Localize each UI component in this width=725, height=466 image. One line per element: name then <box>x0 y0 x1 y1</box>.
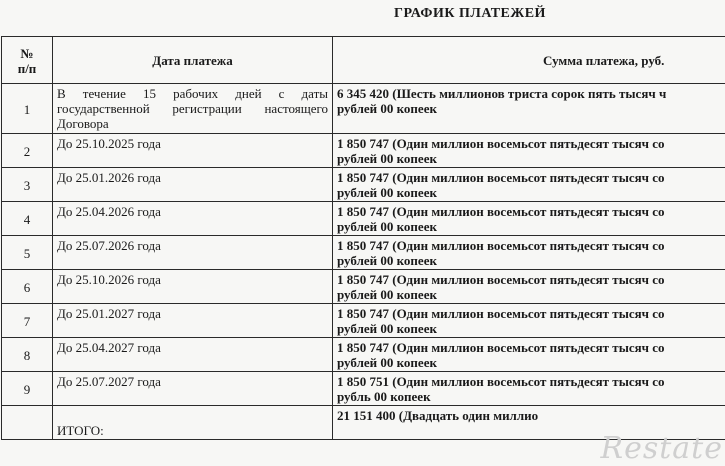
row-amount: 1 850 747 (Один миллион восемьсот пятьдесят тысяч со рублей 00 копеек <box>333 202 725 236</box>
table-row <box>2 168 725 202</box>
row-date: До 25.10.2025 года <box>53 134 333 168</box>
row-amount: 1 850 747 (Один миллион восемьсот пятьдесят тысяч со рублей 00 копеек <box>333 168 725 202</box>
header-sum: Сумма платежа, руб. <box>333 37 725 84</box>
table-row <box>2 84 725 134</box>
row-amount: 1 850 747 (Один миллион восемьсот пятьдесят тысяч со рублей 00 копеек <box>333 270 725 304</box>
row-amount: 1 850 747 (Один миллион восемьсот пятьдесят тысяч со рублей 00 копеек <box>333 338 725 372</box>
row-amount: 1 850 747 (Один миллион восемьсот пятьдесят тысяч со рублей 00 копеек <box>333 304 725 338</box>
row-number: 4 <box>2 202 53 236</box>
total-number-cell <box>2 406 53 440</box>
row-date: До 25.01.2027 года <box>53 304 333 338</box>
row-date: До 25.04.2026 года <box>53 202 333 236</box>
total-amount: 21 151 400 (Двадцать один миллио <box>333 406 725 440</box>
table-row <box>2 202 725 236</box>
watermark-logo: Restate <box>601 431 724 466</box>
row-number: 7 <box>2 304 53 338</box>
table-row <box>2 270 725 304</box>
row-number: 6 <box>2 270 53 304</box>
row-number: 8 <box>2 338 53 372</box>
row-number: 3 <box>2 168 53 202</box>
document-title: ГРАФИК ПЛАТЕЖЕЙ <box>0 6 725 22</box>
row-date: До 25.10.2026 года <box>53 270 333 304</box>
row-date: До 25.07.2026 года <box>53 236 333 270</box>
header-date: Дата платежа <box>53 37 333 84</box>
total-label: ИТОГО: <box>53 406 333 440</box>
table-row <box>2 338 725 372</box>
row-amount: 1 850 747 (Один миллион восемьсот пятьдесят тысяч со рублей 00 копеек <box>333 236 725 270</box>
row-number: 2 <box>2 134 53 168</box>
row-date: До 25.07.2027 года <box>53 372 333 406</box>
row-number: 1 <box>2 84 53 134</box>
row-date: До 25.04.2027 года <box>53 338 333 372</box>
table-row <box>2 372 725 406</box>
table-row <box>2 134 725 168</box>
row-amount: 1 850 751 (Один миллион восемьсот пятьдесят тысяч со рубль 00 копеек <box>333 372 725 406</box>
payment-schedule-table <box>1 36 725 440</box>
row-date: В течение 15 рабочих дней с даты государственной регистрации настоящего Договора <box>53 84 333 134</box>
row-amount: 1 850 747 (Один миллион восемьсот пятьдесят тысяч со рублей 00 копеек <box>333 134 725 168</box>
row-number: 5 <box>2 236 53 270</box>
row-amount: 6 345 420 (Шесть миллионов триста сорок пять тысяч ч рублей 00 копеек <box>333 84 725 134</box>
row-date: До 25.01.2026 года <box>53 168 333 202</box>
table-row <box>2 304 725 338</box>
row-number: 9 <box>2 372 53 406</box>
header-number: № п/п <box>2 37 53 84</box>
table-row <box>2 236 725 270</box>
table-header-row <box>2 37 725 84</box>
